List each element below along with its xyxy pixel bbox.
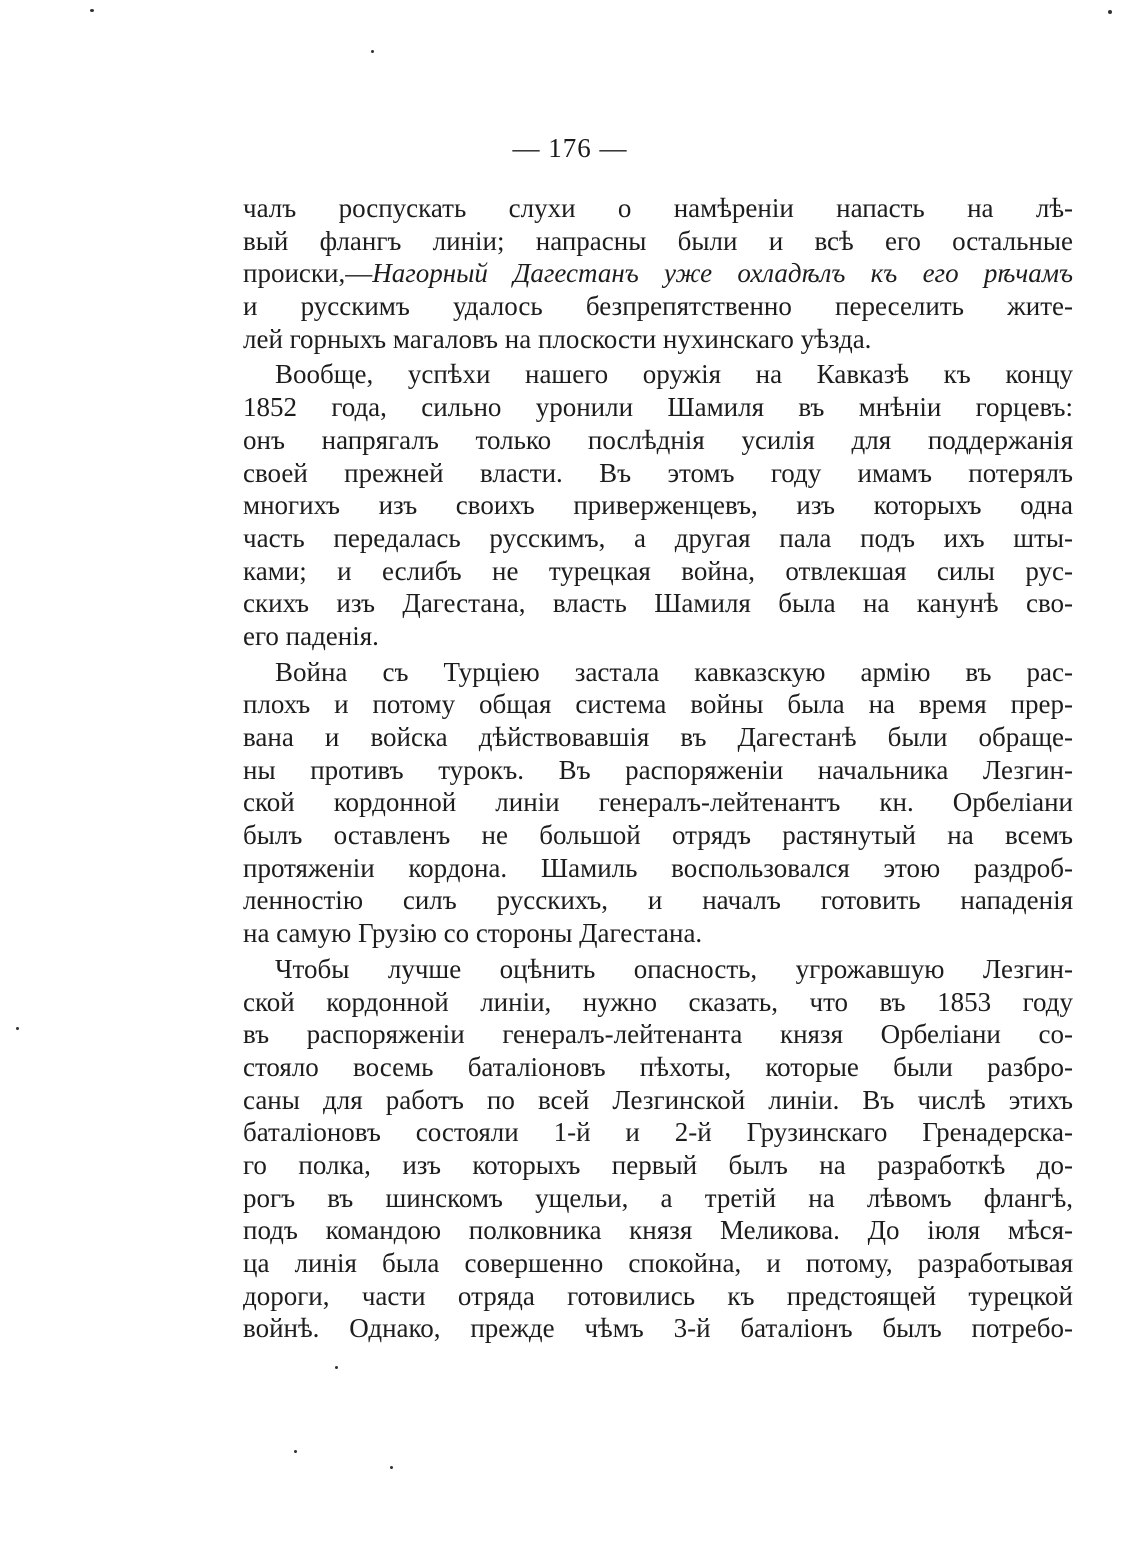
text-line: 1852 года, сильно уронили Шамиля въ мнѣніи горцевъ: [243,392,1073,423]
paragraph [243,358,1073,652]
scan-speck [390,1466,393,1469]
text-line [243,257,1073,290]
text-line: чалъ роспускать слухи о намѣреніи напасть на лѣ- [243,193,1073,223]
text-line: часть передалась русскимъ, а другая пала подъ ихъ шты- [243,522,1073,553]
text-line: былъ оставленъ не большой отрядъ растянутый на всемъ [243,820,1073,851]
text-line: ленностію силъ русскихъ, и началъ готовить нападенія [243,885,1073,916]
scan-speck [16,1027,19,1030]
paragraph [243,656,1073,950]
scan-speck [90,9,94,12]
italic-text-run: Нагорный Дагестанъ уже охладѣлъ къ его рѣчамъ [372,258,1073,289]
page-number: — 176 — [512,133,628,163]
text-line: плохъ и потому общая система войны была на время прер- [243,689,1073,720]
text-line: ны противъ турокъ. Въ распоряженіи начальника Лезгин- [243,754,1073,785]
text-line: скихъ изъ Дагестана, власть Шамиля была на канунѣ сво- [243,588,1073,619]
text-line: въ распоряженіи генералъ-лейтенанта князя Орбеліани со- [243,1019,1073,1050]
body-text [243,192,1073,1345]
text-line: лей горныхъ магаловъ на плоскости нухинскаго уѣзда. [243,323,872,354]
text-line: Чтобы лучше оцѣнить опасность, угрожавшую Лезгин- [275,953,1073,984]
text-line: вана и войска дѣйствовавшія въ Дагестанѣ были обраще- [243,722,1073,752]
text-line: онъ напрягалъ только послѣднія усилія для поддержанія [243,424,1073,455]
text-line: ской кордонной линіи, нужно сказать, что въ 1853 году [243,986,1073,1017]
text-line: го полка, изъ которыхъ первый былъ на разработкѣ до- [243,1149,1073,1180]
text-line: протяженіи кордона. Шамиль воспользовался этою раздроб- [243,852,1073,883]
text-line: на самую Грузію со стороны Дагестана. [243,918,703,949]
text-line: рогъ въ шинскомъ ущельи, а третій на лѣвомъ флангѣ, [243,1182,1073,1213]
text-line: и русскимъ удалось безпрепятственно переселить жите- [243,291,1073,322]
text-line: Война съ Турціею застала кавказскую армію въ рас- [275,656,1073,687]
text-run: происки,— [243,258,373,289]
text-line: ками; и еслибъ не турецкая война, отвлекшая силы рус- [243,555,1073,586]
text-line: баталіоновъ состояли 1-й и 2-й Грузинскаго Гренадерска- [243,1117,1073,1148]
text-line: многихъ изъ своихъ приверженцевъ, изъ которыхъ одна [243,490,1073,521]
paragraph [243,192,1073,355]
text-line: своей прежней власти. Въ этомъ году имамъ потерялъ [243,457,1073,488]
text-line: ской кордонной линіи генералъ-лейтенантъ кн. Орбеліани [243,787,1073,818]
text-line: войнѣ. Однако, прежде чѣмъ 3-й баталіонъ былъ потребо- [243,1313,1073,1344]
text-line: дороги, части отряда готовились къ предстоящей турецкой [243,1280,1073,1311]
text-line: ца линія была совершенно спокойна, и потому, разработывая [243,1248,1073,1278]
text-line: Вообще, успѣхи нашего оружія на Кавказѣ къ концу [275,359,1073,390]
paragraph [243,953,1073,1345]
scan-speck [335,1366,338,1369]
text-line: вый флангъ линіи; напрасны были и всѣ его остальные [243,225,1073,256]
text-line: его паденія. [243,620,379,651]
text-line: подъ командою полковника князя Меликова. До іюля мѣся- [243,1215,1073,1246]
scan-speck [294,1450,297,1453]
scan-speck [1108,10,1112,14]
text-line: стояло восемь баталіоновъ пѣхоты, которые были разбро- [243,1051,1073,1082]
scan-speck [371,50,374,53]
text-line: саны для работъ по всей Лезгинской линіи. Въ числѣ этихъ [243,1084,1073,1115]
